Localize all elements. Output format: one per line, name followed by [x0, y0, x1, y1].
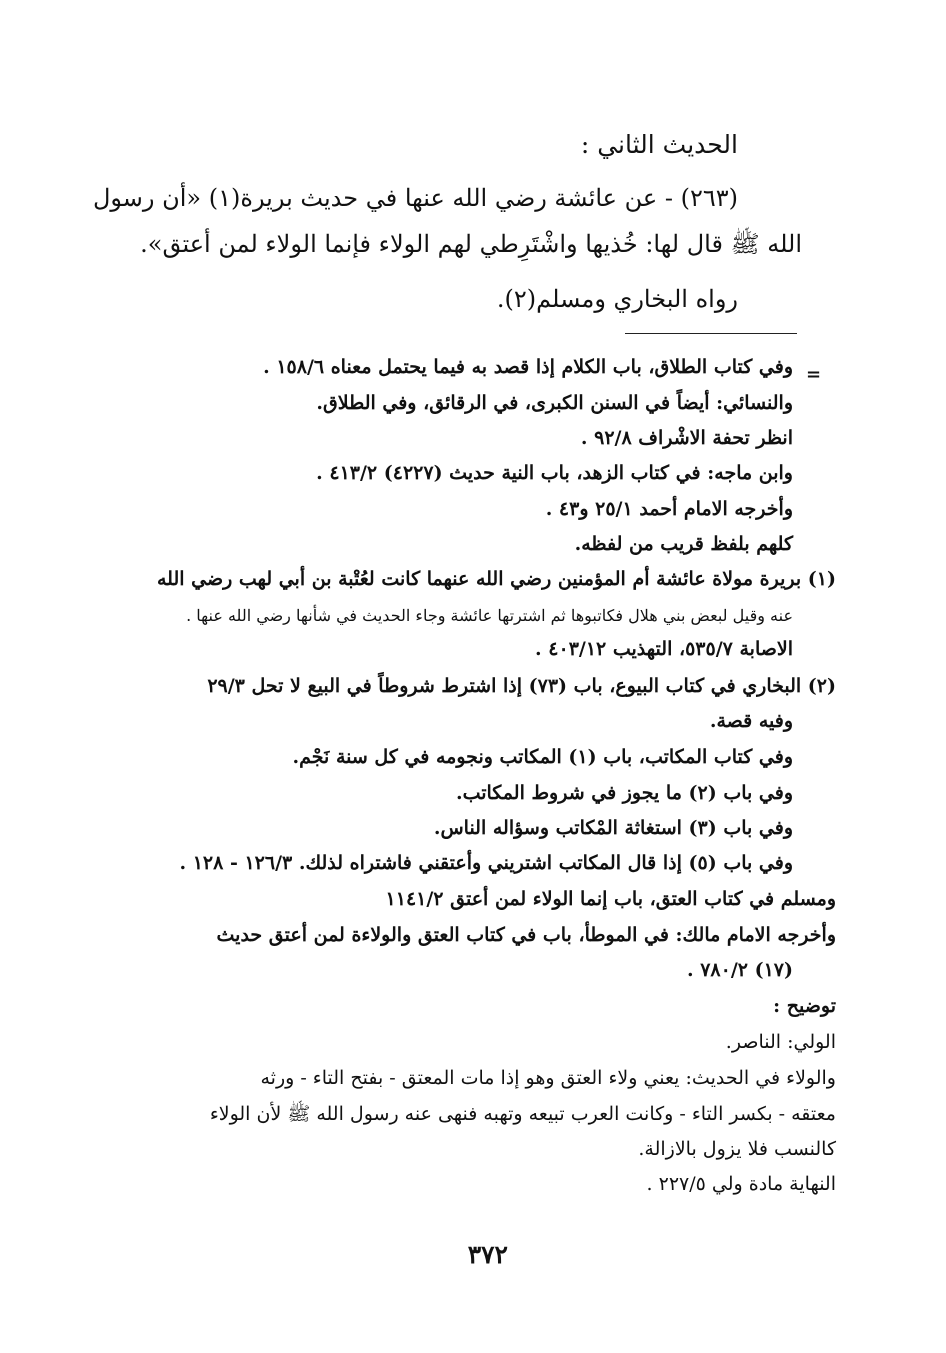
footnote-line: وأخرجه الامام أحمد ٢٥/١ و٤٣ .: [545, 498, 793, 520]
footnote-1-line: الاصابة ٥٣٥/٧، التهذيب ٤٠٣/١٢ .: [535, 638, 793, 660]
footnote-line: والنسائي: أيضاً في السنن الكبرى، في الرقائق، وفي الطلاق.: [316, 392, 793, 414]
footnote-2-line: ومسلم في كتاب العتق، باب إنما الولاء لمن أعتق ١١٤١/٢: [385, 888, 836, 910]
explanation-line: والولاء في الحديث: يعني ولاء العتق وهو إذا مات المعتق - بفتح التاء - ورثه: [260, 1067, 836, 1089]
explanation-line: النهاية مادة ولي ٢٢٧/٥ .: [646, 1173, 836, 1195]
footnote-2-line: وفي باب (٣) استغاثة المْكاتب وسؤاله الناس.: [433, 817, 793, 839]
footnote-2-line: وفيه قصة.: [709, 710, 793, 732]
footnote-1-line: (١) بريرة مولاة عائشة أم المؤمنين رضي الله عنهما كانت لعُتْبة بن أبي لهب رضي الله: [156, 568, 836, 590]
explanation-line: كالنسب فلا يزول بالازالة.: [638, 1138, 836, 1160]
footnote-2-line: وفي باب (٥) إذا قال المكاتب اشتريني وأعتقني فاشتراه لذلك. ١٢٦/٣ - ١٢٨ .: [179, 852, 793, 874]
footnote-1-line: عنه وقيل لبعض بني هلال فكاتبوها ثم اشترتها عائشة وجاء الحديث في شأنها رضي الله عنها .: [186, 606, 793, 625]
footnote-line: وفي كتاب الطلاق، باب الكلام إذا قصد به فيما يحتمل معناه ١٥٨/٦ .: [263, 356, 793, 378]
footnote-line: انظر تحفة الاشْراف ٩٢/٨ .: [580, 427, 793, 449]
explanation-heading: توضيح :: [773, 995, 836, 1017]
explanation-line: معتقه - بكسر التاء - وكانت العرب تبيعه وتهبه فنهى عنه رسول الله ﷺ لأن الولاء: [209, 1103, 836, 1125]
hadith-narration: رواه البخاري ومسلم(٢).: [496, 285, 738, 313]
hadith-line-1: (٢٦٣) - عن عائشة رضي الله عنها في حديث بريرة(١) «أن رسول: [92, 184, 738, 212]
footnote-separator: [625, 333, 797, 334]
hadith-line-2: الله ﷺ قال لها: خُذيها واشْتَرِطي لهم الولاء فإنما الولاء لمن أعتق».: [140, 230, 802, 258]
footnote-2-line: وفي باب (٢) ما يجوز في شروط المكاتب.: [455, 782, 793, 804]
explanation-line: الولي: الناصر.: [725, 1031, 836, 1053]
footnote-2-line: وفي كتاب المكاتب، باب (١) المكاتب ونجومه في كل سنة نَجْم.: [292, 746, 793, 768]
page-number: ٣٧٢: [467, 1240, 508, 1269]
footnote-line: وابن ماجه: في كتاب الزهد، باب النية حديث (٤٢٢٧) ٤١٣/٢ .: [316, 462, 793, 484]
continuation-marker: =: [806, 364, 822, 385]
section-heading: الحديث الثاني :: [580, 130, 738, 159]
footnote-2-line: وأخرجه الامام مالك: في الموطأ، باب في كتاب العتق والولاءة لمن أعتق حديث: [216, 924, 836, 946]
footnote-2-line: (٢) البخاري في كتاب البيوع، باب (٧٣) إذا اشترط شروطاً في البيع لا تحل ٢٩/٣: [207, 675, 836, 697]
footnote-2-line: (١٧) ٧٨٠/٢ .: [686, 959, 793, 981]
footnote-line: كلهم بلفظ قريب من لفظه.: [574, 533, 793, 555]
